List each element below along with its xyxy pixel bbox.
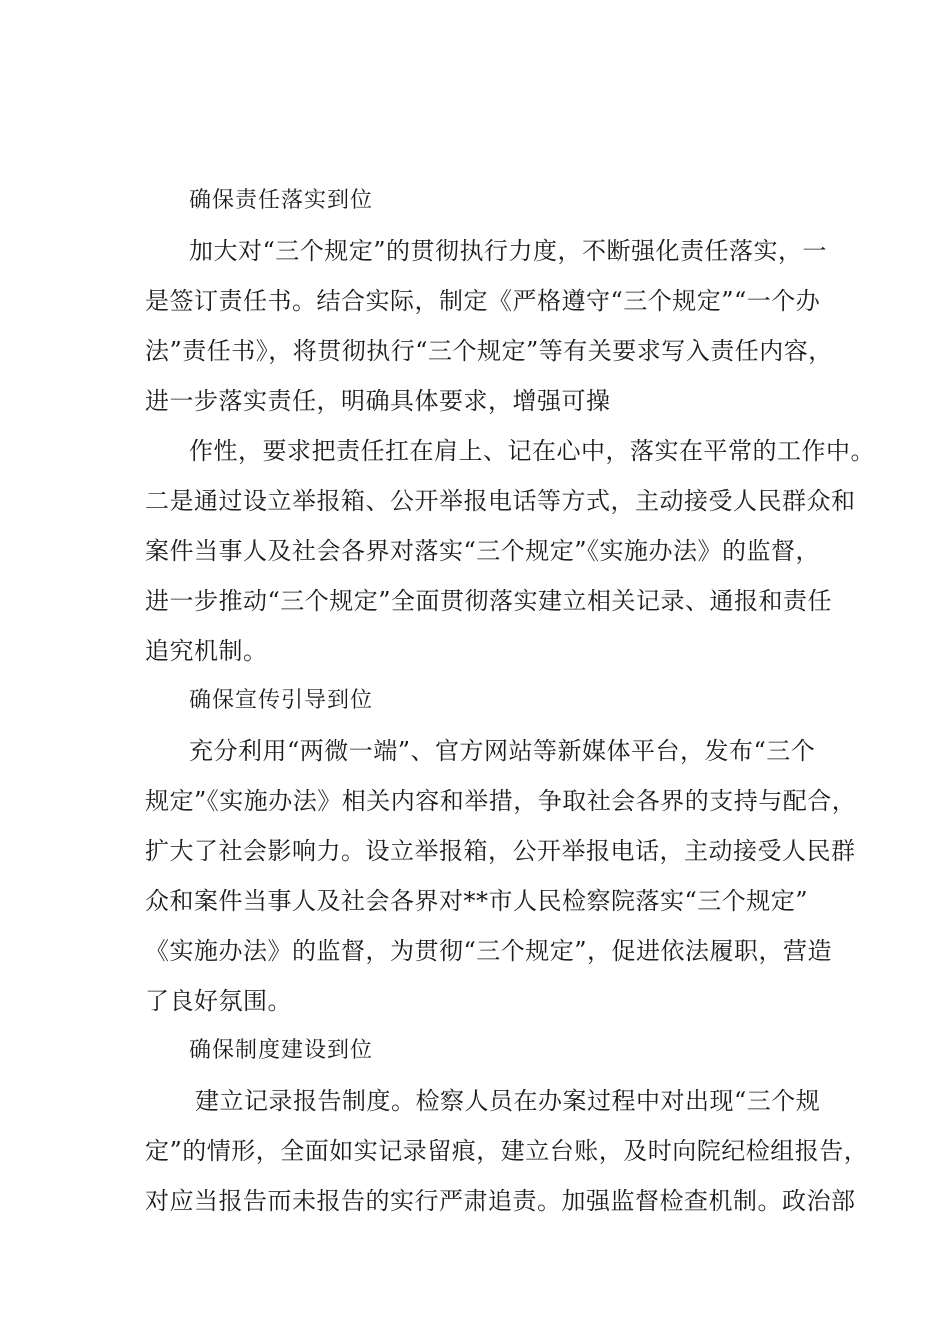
paragraph-line: 加大对“三个规定”的贯彻执行力度，不断强化责任落实，一	[189, 237, 828, 265]
paragraph-line: 追究机制。	[145, 637, 268, 665]
paragraph-line: 众和案件当事人及社会各界对**市人民检察院落实“三个规定”	[145, 887, 809, 915]
section-heading-publicity: 确保宣传引导到位	[189, 688, 374, 713]
paragraph-line: 进一步落实责任，明确具体要求，增强可操	[145, 387, 611, 415]
paragraph-line: 扩大了社会影响力。设立举报箱，公开举报电话，主动接受人民群	[145, 837, 856, 865]
paragraph-line: 法”责任书》，将贯彻执行“三个规定”等有关要求写入责任内容，	[145, 337, 833, 365]
section-heading-responsibility: 确保责任落实到位	[189, 188, 374, 213]
paragraph-line: 了良好氛围。	[145, 987, 292, 1015]
paragraph-line: 对应当报告而未报告的实行严肃追责。加强监督检查机制。政治部	[145, 1187, 856, 1215]
section-heading-system: 确保制度建设到位	[189, 1038, 374, 1063]
paragraph-line: 建立记录报告制度。检察人员在办案过程中对出现“三个规	[195, 1087, 821, 1115]
paragraph-line: 作性，要求把责任扛在肩上、记在心中，落实在平常的工作中。	[189, 437, 875, 465]
paragraph-line: 《实施办法》的监督，为贯彻“三个规定”，促进依法履职，营造	[145, 937, 833, 965]
paragraph-line: 充分利用“两微一端”、官方网站等新媒体平台，发布“三个	[189, 737, 816, 765]
paragraph-line: 定”的情形，全面如实记录留痕，建立台账，及时向院纪检组报告，	[145, 1137, 869, 1165]
paragraph-line: 案件当事人及社会各界对落实“三个规定”《实施办法》的监督，	[145, 537, 821, 565]
paragraph-line: 进一步推动“三个规定”全面贯彻落实建立相关记录、通报和责任	[145, 587, 833, 615]
paragraph-line: 是签订责任书。结合实际，制定《严格遵守“三个规定”“一个办	[145, 287, 821, 315]
paragraph-line: 二是通过设立举报箱、公开举报电话等方式，主动接受人民群众和	[145, 487, 856, 515]
paragraph-line: 规定”《实施办法》相关内容和举措，争取社会各界的支持与配合，	[145, 787, 857, 815]
